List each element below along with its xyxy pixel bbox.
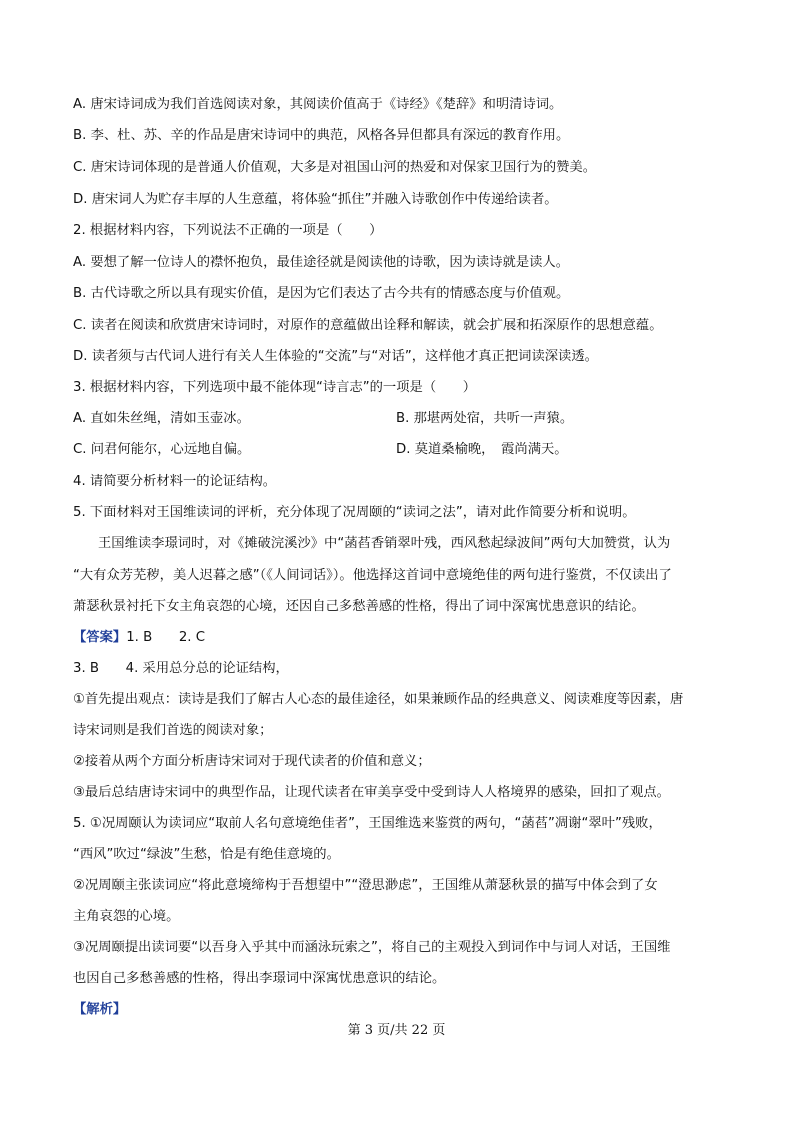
passage-line-2: “大有众芳芜秽，美人迟暮之感”（《人间词话》）。他选择这首词中意境绝佳的两句进行鉴赏，不仅读出了 <box>73 568 672 583</box>
answer-line-12: 也因自己多愁善感的性格，得出李璟词中深寓忧患意识的结论。 <box>73 971 446 986</box>
option-3c: C. 问君何能尔，心远地自偏。 <box>73 442 251 457</box>
answer-line-9: ②况周颐主张读词应“将此意境缔构于吾想望中”“澄思渺虑”，王国维从萧瑟秋景的描写中体会到了女 <box>73 878 658 893</box>
answer-line-8: “西风”吹过“绿波”生愁，恰是有绝佳意境的。 <box>73 847 340 862</box>
passage-line-3: 萧瑟秋景衬托下女主角哀怨的心境，还因自己多愁善感的性格，得出了词中深寓忧患意识的结论。 <box>73 599 645 614</box>
option-1b: B. 李、杜、苏、辛的作品是唐宋诗词中的典范，风格各异但都具有深远的教育作用。 <box>73 128 570 143</box>
answer-line-3: ①首先提出观点：读诗是我们了解古人心态的最佳途径，如果兼顾作品的经典意义、阅读难度等因素，唐 <box>73 692 684 707</box>
question-5: 5. 下面材料对王国维读词的评析，充分体现了况周颐的“读词之法”，请对此作简要分析和说明。 <box>73 505 636 520</box>
passage-line-1: 王国维读李璟词时，对《摊破浣溪沙》中“菡萏香销翠叶残，西风愁起绿波间”两句大加赞赏，认为 <box>98 536 671 551</box>
analysis-line <box>73 1000 733 1020</box>
option-2c: C. 读者在阅读和欣赏唐宋诗词时，对原作的意蕴做出诠释和解读，就会扩展和拓深原作的思想意蕴。 <box>73 318 663 333</box>
answer-line-11: ③况周颐提出读词要“以吾身入乎其中而涵泳玩索之”，将自己的主观投入到词作中与词人对话，王国维 <box>73 940 671 955</box>
page-footer: 第 3 页/共 22 页 <box>347 1023 446 1038</box>
analysis-tag: 【解析】 <box>73 1002 127 1017</box>
option-2d: D. 读者须与古代词人进行有关人生体验的“交流”与“对话”，这样他才真正把词读深读透。 <box>73 349 598 364</box>
option-3a: A. 直如朱丝绳，清如玉壶冰。 <box>73 411 250 426</box>
options-3cd <box>73 440 733 460</box>
option-3b: B. 那堪两处宿，共听一声猿。 <box>396 411 574 426</box>
answer-line-7: 5. ①况周颐认为读词应“取前人名句意境绝佳者”，王国维选来鉴赏的两句，“菡萏”凋谢“翠叶”残败， <box>73 816 662 831</box>
answer-line-5: ②接着从两个方面分析唐诗宋词对于现代读者的价值和意义； <box>73 754 431 769</box>
option-1a: A. 唐宋诗词成为我们首选阅读对象，其阅读价值高于《诗经》《楚辞》和明清诗词。 <box>73 97 563 112</box>
answer-1-2: 1. B 2. C <box>126 630 206 645</box>
question-4: 4. 请简要分析材料一的论证结构。 <box>73 474 277 489</box>
option-1d: D. 唐宋词人为贮存丰厚的人生意蕴，将体验“抓住”并融入诗歌创作中传递给读者。 <box>73 192 558 207</box>
option-2a: A. 要想了解一位诗人的襟怀抱负，最佳途径就是阅读他的诗歌，因为读诗就是读人。 <box>73 255 570 270</box>
answer-line-10: 主角哀怨的心境。 <box>73 909 180 924</box>
option-1c: C. 唐宋诗词体现的是普通人价值观，大多是对祖国山河的热爱和对保家卫国行为的赞美。 <box>73 160 597 175</box>
answer-tag: 【答案】 <box>73 630 127 645</box>
options-3ab <box>73 409 733 429</box>
question-3: 3. 根据材料内容，下列选项中最不能体现“诗言志”的一项是（ ） <box>73 380 477 395</box>
answer-line-1 <box>73 628 733 648</box>
option-2b: B. 古代诗歌之所以具有现实价值，是因为它们表达了古今共有的情感态度与价值观。 <box>73 286 570 301</box>
option-3d: D. 莫道桑榆晚， 霞尚满天。 <box>396 442 568 457</box>
question-2: 2. 根据材料内容，下列说法不正确的一项是（ ） <box>73 223 383 238</box>
answer-line-6: ③最后总结唐诗宋词中的典型作品，让现代读者在审美享受中受到诗人人格境界的感染，回扣了观点。 <box>73 785 670 800</box>
answer-line-2: 3. B 4. 采用总分总的论证结构， <box>73 661 289 676</box>
answer-line-4: 诗宋词则是我们首选的阅读对象； <box>73 723 273 738</box>
